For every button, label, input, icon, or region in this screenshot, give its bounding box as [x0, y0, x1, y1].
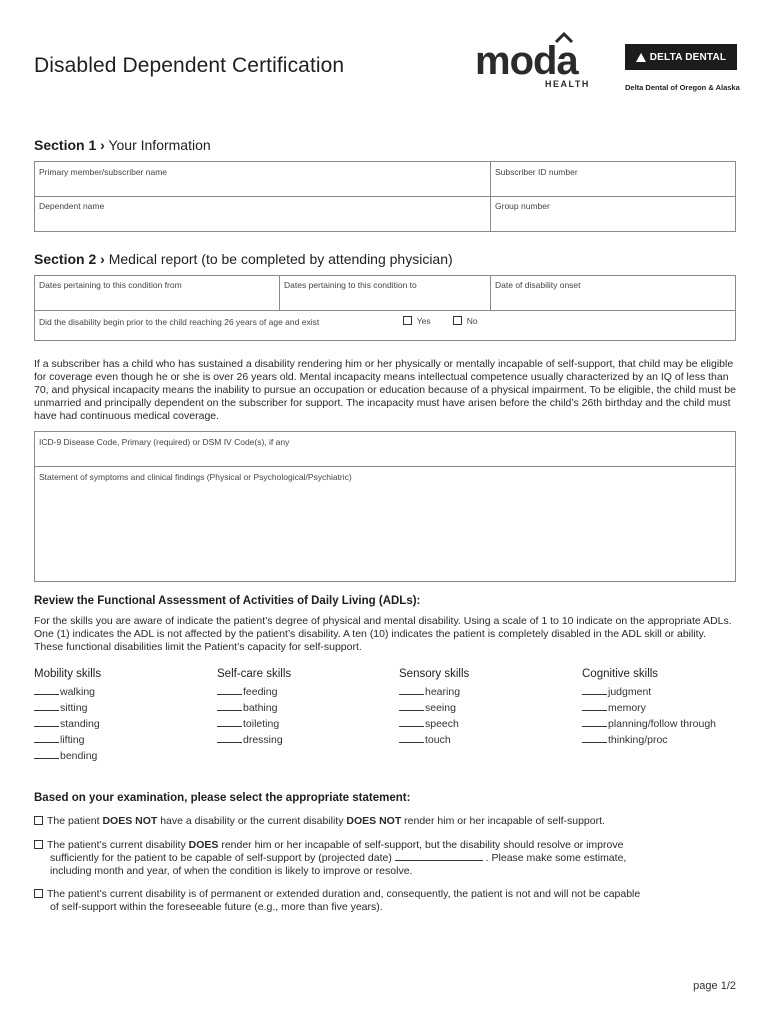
group-number-field[interactable]: Group number [495, 201, 550, 211]
moda-logo-sub: HEALTH [545, 79, 590, 89]
delta-triangle-icon [636, 53, 646, 62]
skill-memory[interactable]: memory [582, 702, 716, 714]
page-number: page 1/2 [693, 980, 736, 992]
delta-dental-logo [625, 44, 737, 70]
projected-date-field[interactable] [395, 860, 483, 861]
no-label: No [466, 316, 478, 326]
skill-speech[interactable]: speech [399, 718, 469, 730]
adl-heading: Review the Functional Assessment of Activities of Daily Living (ADLs): [34, 595, 421, 607]
section2-note: (to be completed by attending physician) [201, 251, 453, 267]
section1-heading [34, 137, 211, 153]
mobility-heading: Mobility skills [34, 668, 102, 680]
statements-heading: Based on your examination, please select the appropriate statement: [34, 792, 411, 804]
yes-label: Yes [416, 316, 431, 326]
dates-from-field[interactable]: Dates pertaining to this condition from [39, 280, 182, 290]
skill-feeding[interactable]: feeding [217, 686, 291, 698]
statement-2: The patient’s current disability DOES render him or her incapable of self-support, but the disability should resolve or improve sufficiently for the patient to be capable of self-support by (projected date) . Please make some estimate, including month and year, of when the condition is likely to improve or resolve. [34, 839, 738, 878]
section1-title: Your Information [108, 137, 211, 153]
skill-thinking[interactable]: thinking/proc [582, 734, 716, 746]
section2-number: Section 2 [34, 251, 97, 267]
skill-lifting[interactable]: lifting [34, 734, 101, 746]
skill-toileting[interactable]: toileting [217, 718, 291, 730]
yes-checkbox[interactable] [403, 316, 412, 325]
selfcare-column [217, 668, 291, 746]
sensory-heading: Sensory skills [399, 668, 470, 680]
skill-walking[interactable]: walking [34, 686, 101, 698]
dependent-name-field[interactable]: Dependent name [39, 201, 105, 211]
subscriber-id-field[interactable]: Subscriber ID number [495, 167, 578, 177]
section2-title: Medical report [108, 251, 198, 267]
onset-date-field[interactable]: Date of disability onset [495, 280, 581, 290]
page-title: Disabled Dependent Certification [34, 54, 345, 77]
section1-arrow-icon: › [100, 137, 105, 153]
dates-to-field[interactable]: Dates pertaining to this condition to [284, 280, 417, 290]
moda-health-logo [475, 33, 595, 91]
yes-option[interactable] [403, 316, 431, 326]
selfcare-heading: Self-care skills [217, 668, 292, 680]
statement-1: The patient DOES NOT have a disability or the current disability DOES NOT render him or her incapable of self-support. [34, 815, 738, 828]
skill-planning[interactable]: planning/follow through [582, 718, 716, 730]
sensory-column [399, 668, 469, 746]
cognitive-column [582, 668, 716, 746]
eligibility-paragraph: If a subscriber has a child who has sustained a disability rendering him or her physically or mentally incapable of self-support, that child may be eligible for coverage even though he or she is over 26 years old. Mental incapacity means intellectual competence usually characterized by an IQ of less than 70, and physical incapacity means the inability to pursue an occupation or education because of a physical impairment. To be eligible, the child must be unmarried and principally dependent on the subscriber for support. The incapacity must have arisen before the child’s 26th birthday and the child must have had continuous medical coverage. [34, 358, 736, 422]
skill-bending[interactable]: bending [34, 750, 101, 762]
age-question: Did the disability begin prior to the child reaching 26 years of age and exist [39, 317, 320, 327]
statement-3-checkbox[interactable] [34, 889, 43, 898]
section2-arrow-icon: › [100, 251, 105, 267]
skill-bathing[interactable]: bathing [217, 702, 291, 714]
skill-standing[interactable]: standing [34, 718, 101, 730]
moda-logo-word: moda [475, 39, 578, 83]
section2-table [34, 275, 736, 341]
cognitive-heading: Cognitive skills [582, 668, 659, 680]
primary-member-field[interactable]: Primary member/subscriber name [39, 167, 168, 177]
delta-dental-subtitle: Delta Dental of Oregon & Alaska [625, 83, 740, 92]
section1-table [34, 161, 736, 232]
statement-3: The patient’s current disability is of permanent or extended duration and, consequently, the patient is not and will not be capable of self-support within the foreseeable future (e.g., more than five years). [34, 888, 738, 914]
adl-description: For the skills you are aware of indicate the patient’s degree of physical and mental disability. Using a scale of 1 to 10 indicate on the appropriate ADLs. One (1) indicates the ADL is not affected by the patient’s disability. A ten (10) indicates the patient is completely disabled in the ADL skill or ability. These functional disabilities limit the Patient’s capacity for self-support. [34, 615, 732, 653]
section2-heading [34, 251, 453, 267]
skill-seeing[interactable]: seeing [399, 702, 469, 714]
skill-hearing[interactable]: hearing [399, 686, 469, 698]
no-checkbox[interactable] [453, 316, 462, 325]
skill-touch[interactable]: touch [399, 734, 469, 746]
statement-1-checkbox[interactable] [34, 816, 43, 825]
symptoms-field[interactable]: Statement of symptoms and clinical findings (Physical or Psychological/Psychiatric) [39, 472, 352, 482]
statement-2-checkbox[interactable] [34, 840, 43, 849]
section1-number: Section 1 [34, 137, 97, 153]
skill-dressing[interactable]: dressing [217, 734, 291, 746]
delta-dental-badge-text: DELTA DENTAL [649, 51, 727, 63]
skill-sitting[interactable]: sitting [34, 702, 101, 714]
skill-judgment[interactable]: judgment [582, 686, 716, 698]
icd-code-field[interactable]: ICD-9 Disease Code, Primary (required) or DSM IV Code(s), if any [39, 437, 290, 447]
clinical-table [34, 431, 736, 582]
mobility-column [34, 668, 101, 762]
no-option[interactable] [453, 316, 478, 326]
